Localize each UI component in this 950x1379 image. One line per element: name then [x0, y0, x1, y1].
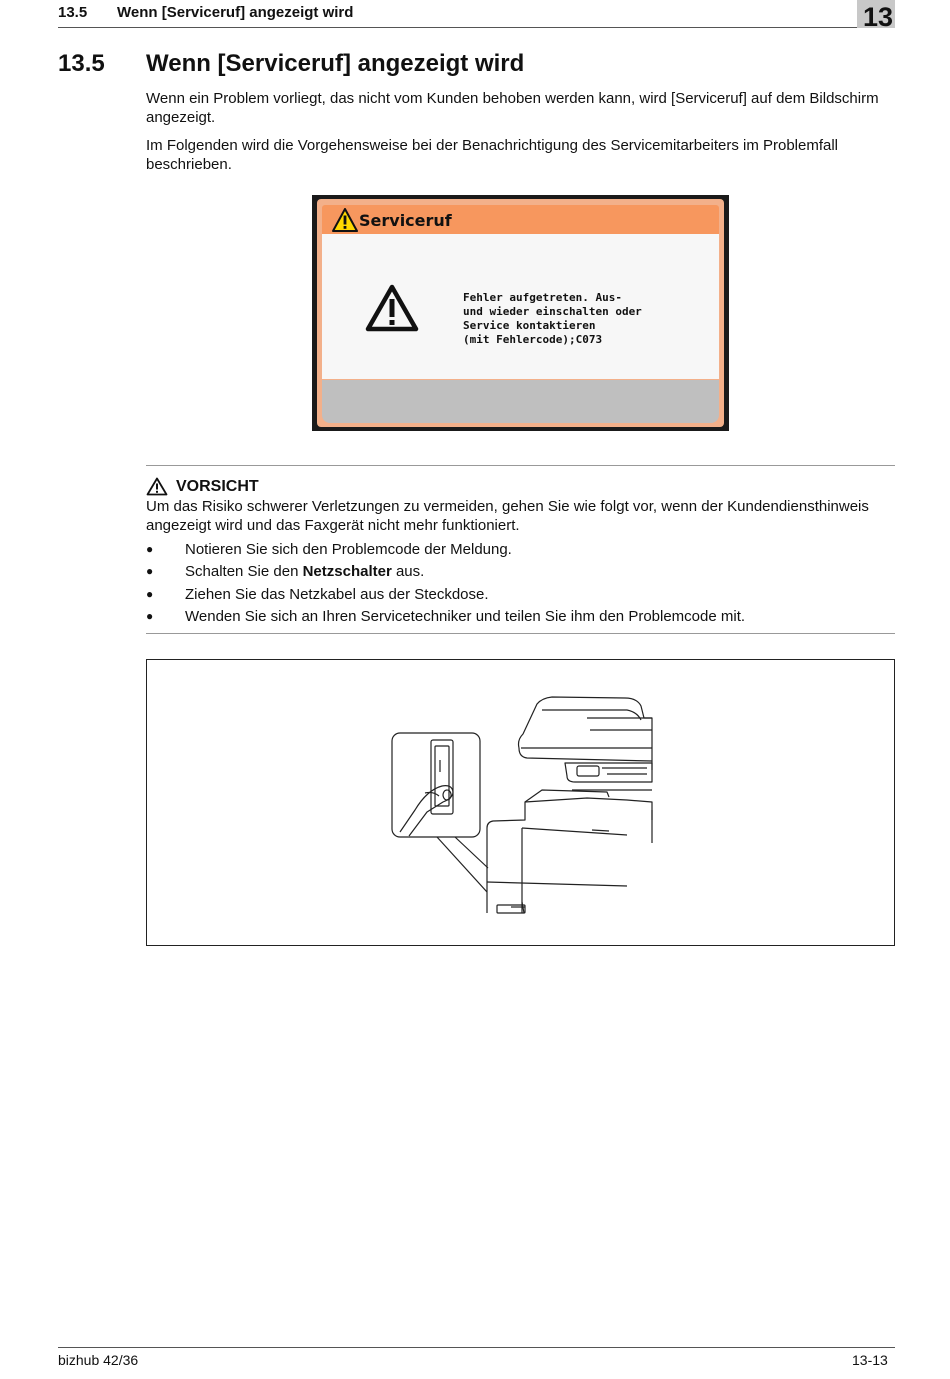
bullet-glyph: ●	[146, 587, 154, 601]
bullet-glyph: ●	[146, 564, 154, 578]
error-message: Fehler aufgetreten. Aus- und wieder einschalten oder Service kontaktieren (mit Fehlercode);C073	[463, 291, 642, 346]
footer-product: bizhub 42/36	[58, 1352, 139, 1368]
chapter-number-tab: 13	[857, 0, 895, 28]
screen-title: Serviceruf	[359, 211, 452, 230]
intro-paragraph: Wenn ein Problem vorliegt, das nicht vom Kunden behoben werden kann, wird [Serviceruf] auf dem Bildschirm angezeigt.	[146, 90, 879, 126]
screen-footer-bar	[322, 380, 719, 423]
large-warning-icon	[365, 284, 419, 332]
machine-drawing	[147, 660, 894, 945]
caution-icon	[146, 477, 168, 496]
bullet-text-end: aus.	[391, 563, 425, 580]
screen-frame	[317, 199, 724, 427]
header-rule	[58, 27, 858, 28]
caution-top-rule	[146, 465, 895, 466]
bullet-glyph: ●	[146, 609, 154, 623]
bullet-glyph: ●	[146, 542, 154, 556]
bullet-text: Wenden Sie sich an Ihren Servicetechniker und teilen Sie ihm den Problemcode mit.	[185, 608, 746, 625]
power-switch-illustration	[146, 659, 895, 946]
bullet-emphasis: Netzschalter	[302, 563, 392, 580]
section-heading-number: 13.5	[58, 50, 105, 77]
footer-rule	[58, 1347, 895, 1348]
caution-heading	[146, 477, 259, 496]
footer-page-number: 13-13	[852, 1352, 888, 1368]
caution-text: Um das Risiko schwerer Verletzungen zu vermeiden, gehen Sie wie folgt vor, wenn der Kundendiensthinweis angezeigt wird und das Faxgerät nicht mehr funktioniert.	[146, 498, 869, 534]
bullet-text: Ziehen Sie das Netzkabel aus der Steckdose.	[185, 586, 489, 603]
caution-label: VORSICHT	[176, 477, 259, 495]
caution-bottom-rule	[146, 633, 895, 634]
header-section-number: 13.5	[58, 4, 88, 21]
warning-icon	[332, 208, 358, 232]
bullet-text: Notieren Sie sich den Problemcode der Meldung.	[185, 541, 512, 558]
section-heading-title: Wenn [Serviceruf] angezeigt wird	[146, 50, 525, 77]
header-section-title: Wenn [Serviceruf] angezeigt wird	[117, 4, 354, 21]
procedure-paragraph: Im Folgenden wird die Vorgehensweise bei der Benachrichtigung des Servicemitarbeiters im Problemfall beschrieben.	[146, 137, 839, 173]
service-call-screen	[312, 195, 729, 431]
bullet-text: Schalten Sie den	[185, 563, 303, 580]
